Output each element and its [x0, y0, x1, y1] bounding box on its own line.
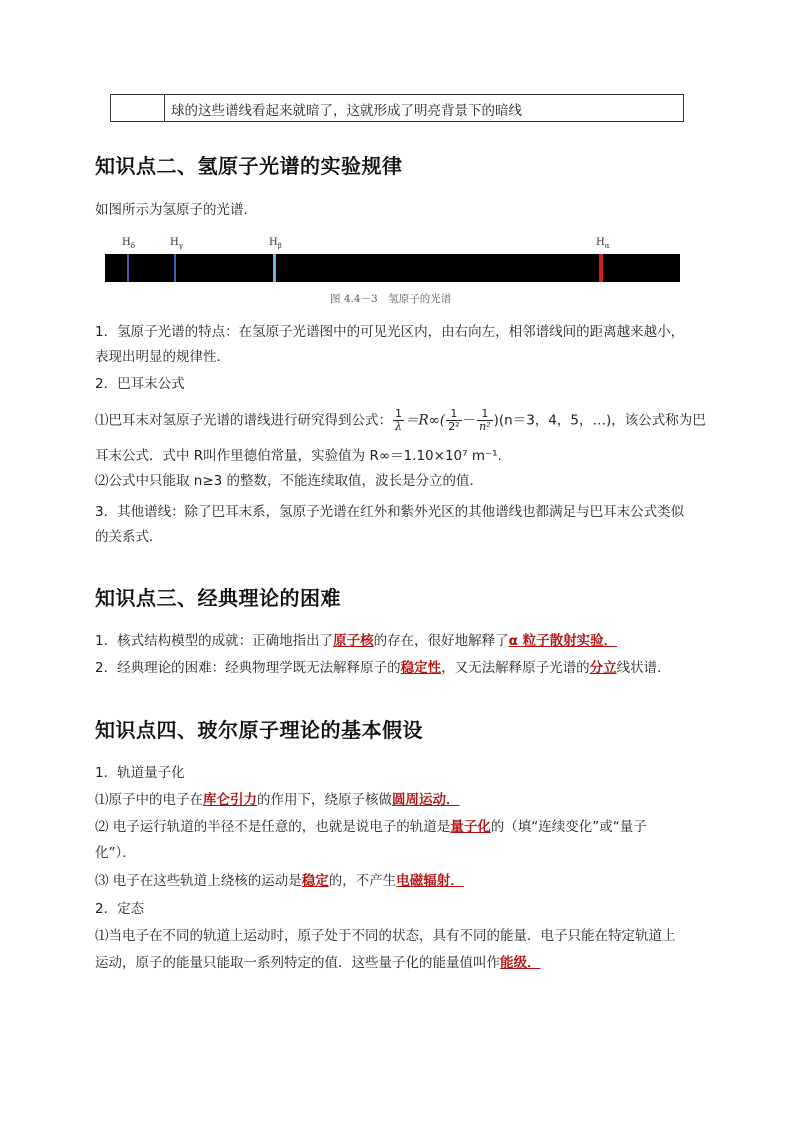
- section2-p3-line1: [95, 408, 706, 433]
- section4-p2: ⑴原子中的电子在库仑引力的作用下，绕原子核做圆周运动．: [95, 792, 460, 808]
- section2-p1-line2: 表现出明显的规律性．: [95, 349, 230, 365]
- spectrum-label-h-delta: $H_\delta$: [122, 237, 135, 250]
- section4-p6-line2: 运动，原子的能量只能取一系列特定的值．这些量子化的能量值叫作能级．: [95, 955, 541, 971]
- formula-intro: ⑴巴耳末对氢原子光谱的谱线进行研究得到公式：: [95, 412, 392, 429]
- answer-energy-level: 能级．: [500, 955, 541, 971]
- answer-stable: 稳定: [301, 873, 329, 889]
- formula-tail: )(n＝3，4，5，…): [493, 412, 612, 429]
- section4-p5: 2．定态: [95, 901, 145, 917]
- section2-p5-line1: 3．其他谱线：除了巴耳末系，氢原子光谱在红外和紫外光区的其他谱线也都满足与巴耳末公式类似: [95, 504, 685, 520]
- spectrum-label-h-beta: $H_\beta$: [269, 237, 282, 250]
- answer-circular-motion: 圆周运动．: [392, 792, 460, 808]
- section2-title: 知识点二、氢原子光谱的实验规律: [95, 154, 403, 178]
- continuation-table: [110, 94, 684, 122]
- spectral-line-h-gamma: [174, 254, 176, 282]
- figure-caption: 图 4.4－3 氢原子的光谱: [330, 293, 452, 305]
- spectral-line-h-alpha: [599, 254, 603, 282]
- section2-p5-line2: 的关系式．: [95, 529, 163, 545]
- answer-coulomb-force: 库仑引力: [203, 792, 257, 808]
- formula-minus: －: [462, 412, 477, 429]
- formula-term2: $\frac{1}{\text{n²}}$: [479, 407, 491, 433]
- section3-p2: 2．经典理论的困难：经典物理学既无法解释原子的稳定性，又无法解释原子光谱的分立线状谱．: [95, 660, 671, 676]
- section4-p3-line2: 化”）．: [95, 845, 136, 861]
- table-cell-empty: [111, 95, 165, 121]
- section4-p4: ⑶ 电子在这些轨道上绕核的运动是稳定的，不产生电磁辐射．: [95, 873, 464, 889]
- spectrum-bar: [105, 254, 680, 282]
- formula-outro: ，该公式称为巴: [611, 412, 706, 429]
- section2-intro: 如图所示为氢原子的光谱．: [95, 202, 257, 218]
- answer-stability: 稳定性: [400, 660, 442, 676]
- section4-p3-line1: ⑵ 电子运行轨道的半径不是任意的，也就是说电子的轨道是量子化的（填“连续变化”或“量子: [95, 819, 647, 835]
- section2-p1-line1: 1．氢原子光谱的特点：在氢原子光谱图中的可见光区内，由右向左，相邻谱线间的距离越来越小，: [95, 324, 685, 340]
- answer-em-radiation: 电磁辐射．: [396, 873, 464, 889]
- formula-lhs: $\frac{1}{\lambda}$: [395, 407, 402, 433]
- section3-title: 知识点三、经典理论的困难: [95, 586, 341, 610]
- formula-term1: $\frac{1}{\text{2²}}$: [448, 407, 460, 433]
- answer-nucleus: 原子核: [333, 633, 374, 649]
- spectral-line-h-beta: [273, 254, 276, 282]
- section4-title: 知识点四、玻尔原子理论的基本假设: [95, 718, 423, 742]
- section2-p3-line2: 耳末公式．式中 R叫作里德伯常量，实验值为 R∞＝1.10×10⁷ m⁻¹.: [95, 448, 502, 464]
- section4-p1: 1．轨道量子化: [95, 765, 185, 781]
- answer-alpha-scattering: α 粒子散射实验．: [508, 633, 618, 649]
- spectral-line-h-delta: [127, 254, 129, 282]
- section3-p1: 1．核式结构模型的成就：正确地指出了原子核的存在，很好地解释了α 粒子散射实验．: [95, 633, 618, 649]
- spectrum-label-h-alpha: $H_\alpha$: [596, 237, 610, 250]
- spectrum-label-h-gamma: $H_\gamma$: [170, 237, 183, 250]
- answer-discrete: 分立: [589, 660, 617, 676]
- table-cell-text: 球的这些谱线看起来就暗了，这就形成了明亮背景下的暗线: [171, 103, 522, 119]
- answer-quantized: 量子化: [450, 819, 491, 835]
- formula-constant: ＝R∞(: [405, 412, 446, 429]
- section4-p6-line1: ⑴当电子在不同的轨道上运动时，原子处于不同的状态，具有不同的能量．电子只能在特定轨道上: [95, 928, 676, 944]
- section2-p2: 2．巴耳末公式: [95, 376, 185, 392]
- section2-p4: ⑵公式中只能取 n≥3 的整数，不能连续取值，波长是分立的值．: [95, 473, 484, 489]
